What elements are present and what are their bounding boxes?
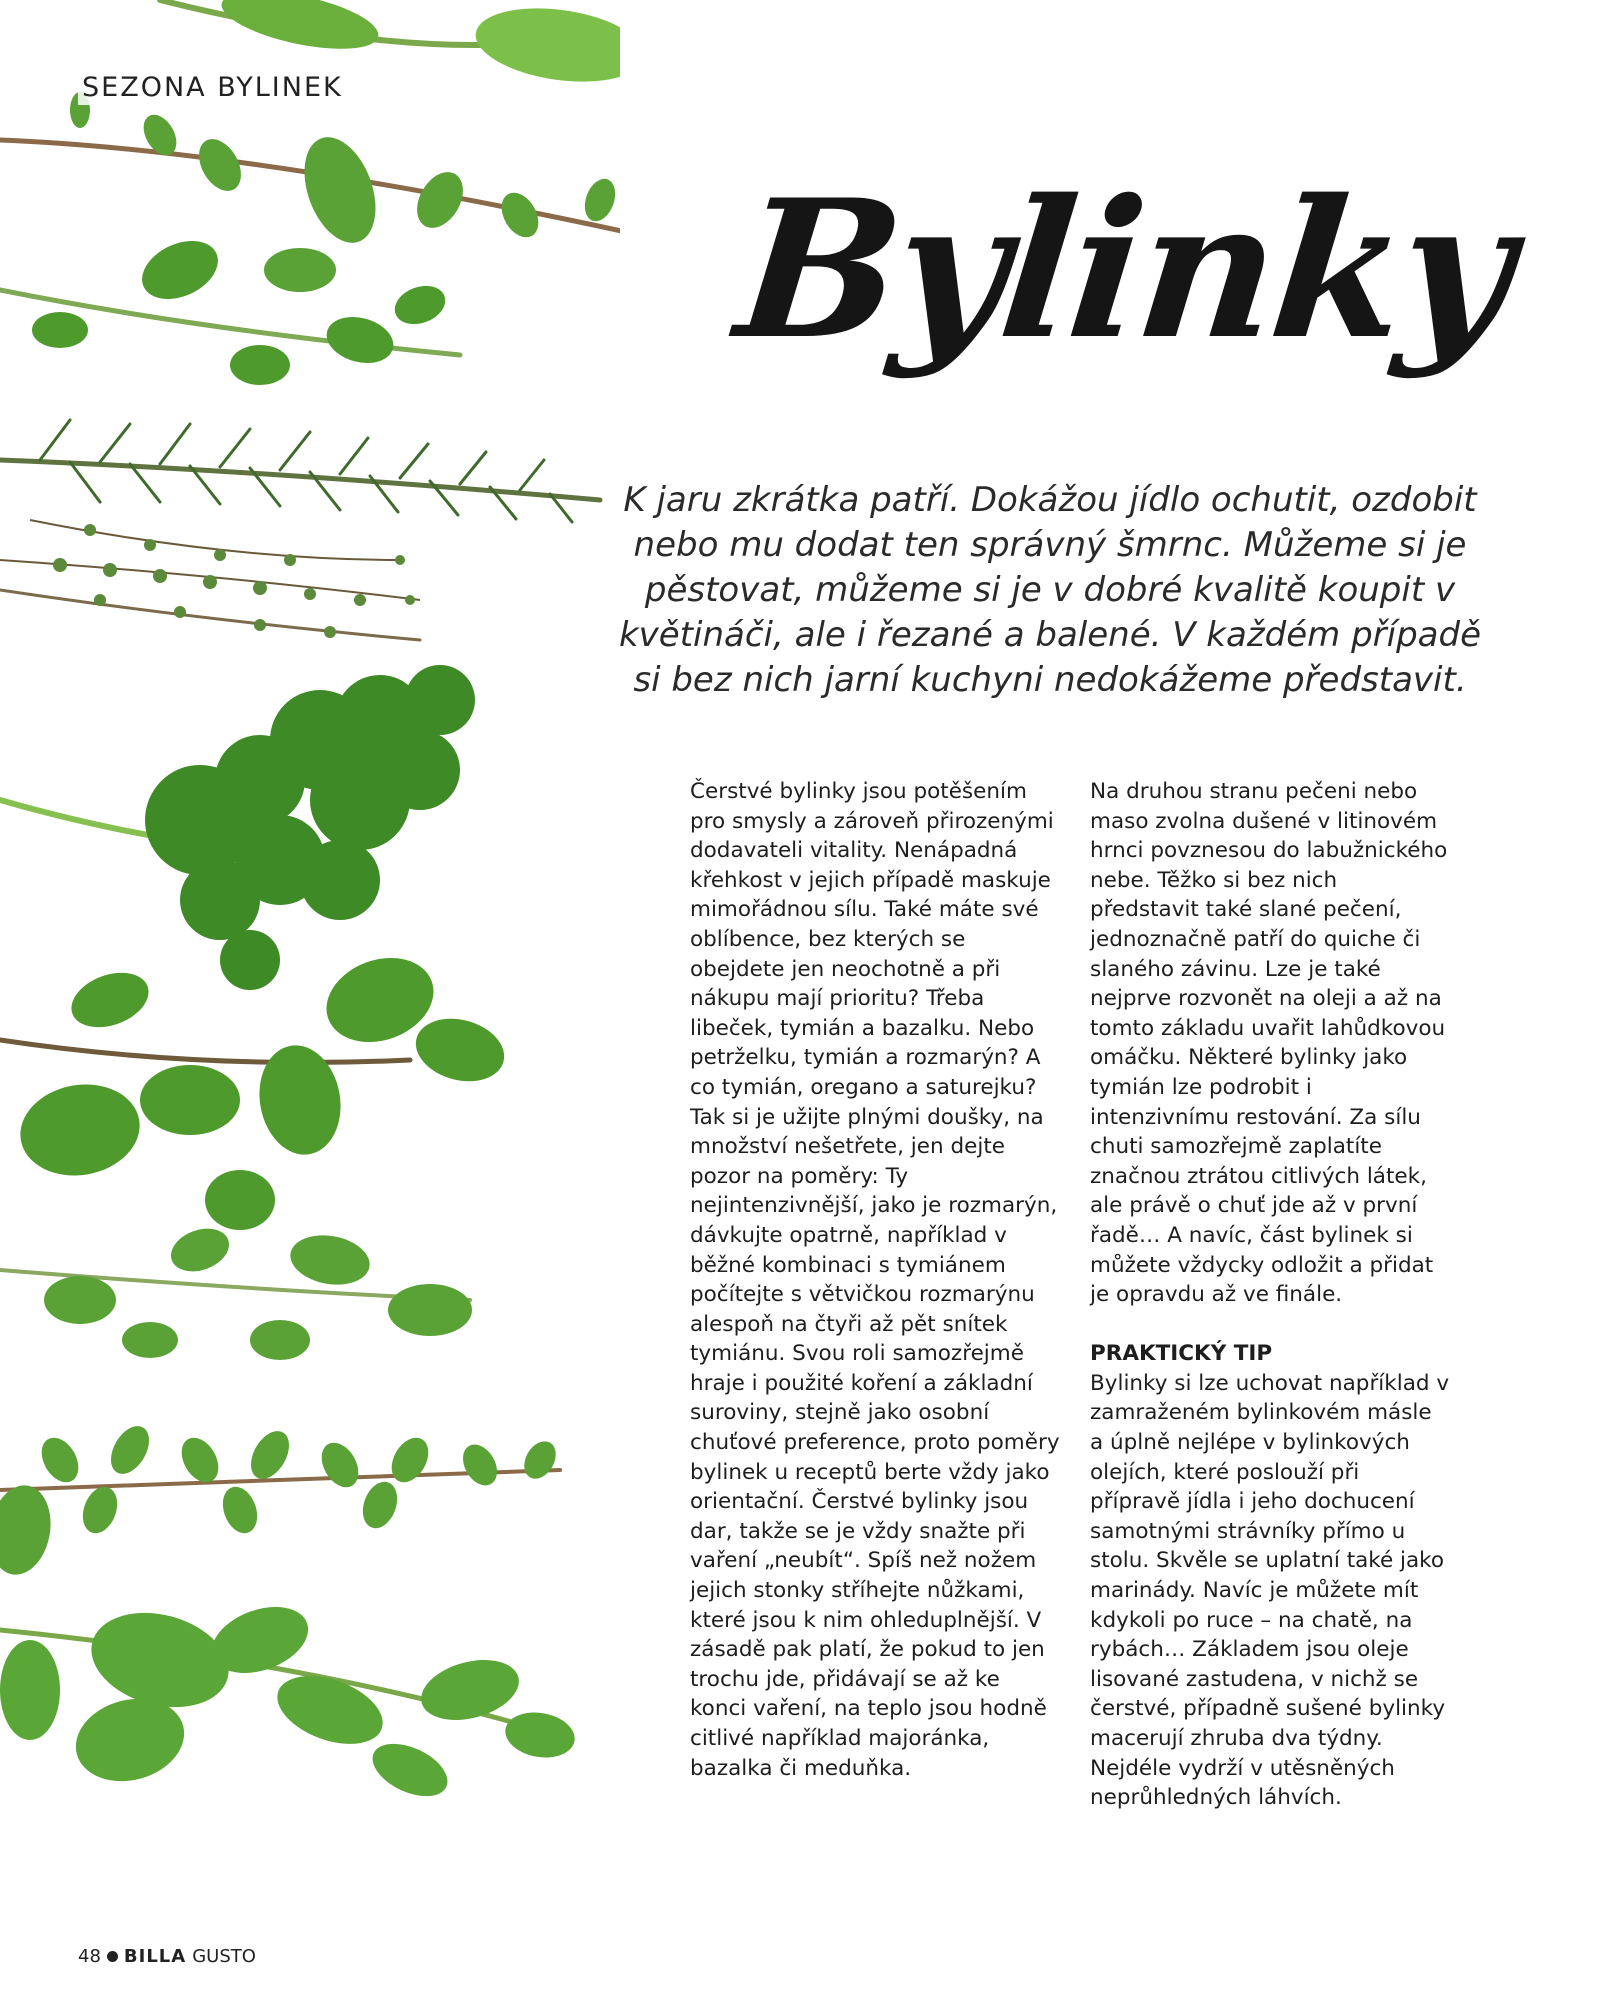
mint-leaves-3: [0, 1595, 578, 1807]
rosemary-needles: [40, 420, 572, 522]
intro-paragraph: K jaru zkrátka patří. Dokážou jídlo ochutit, ozdobit nebo mu dodat ten správný šmrnc. Můžeme si je pěstovat, můžeme si je v dobré kvalitě koupit v květináči, ale i řezané a balené. V každém případě si bez nich jarní kuchyni nedokážeme představit.: [618, 480, 1482, 700]
magazine-name: GUSTO: [192, 1946, 256, 1967]
page-number: 48: [78, 1946, 101, 1967]
section-label: SEZONA BYLINEK: [78, 70, 347, 105]
rosemary-stem: [0, 460, 600, 500]
mint-stem-2: [0, 1040, 410, 1063]
column-1-text: Čerstvé bylinky jsou potěšením pro smysly a zároveň přirozenými dodavateli vitality. Nenápadná křehkost v jejich případě maskuje mimořádnou sílu. Také máte své oblíbence, bez kterých se obejdete jen neochotně a při nákupu mají prioritu? Třeba libeček, tymián a bazalku. Nebo petrželku, tymián a rozmarýn? A co tymián, oregano a saturejku? Tak si je užijte plnými doušky, na množství nešetřete, jen dejte pozor na poměry: Ty nejintenzivnější, jako je rozmarýn, dávkujte opatrně, například v běžné kombinaci s tymiánem počítejte s větvičkou rozmarýnu alespoň na čtyři až pět snítek tymiánu. Svou roli samozřejmě hraje i použité koření a základní suroviny, stejně jako osobní chuťové preference, proto poměry bylinek u receptů berte vždy jako orientační. Čerstvé bylinky jsou dar, takže se je vždy snažte při vaření „neubít“. Spíš než nožem jejich stonky stříhejte nůžkami, které jsou k nim ohleduplnější. V zásadě pak platí, že pokud to jen trochu jde, přidávají se až ke konci vaření, na teplo jsou hodně citlivé například majoránka, bazalka či meduňka.: [690, 779, 1060, 1781]
bullet-dot: [107, 1951, 118, 1962]
parsley-leaves: [145, 665, 475, 990]
article-column-2: [1090, 777, 1450, 1813]
article-column-1: [690, 777, 1060, 1783]
thyme-sprigs: [0, 520, 420, 638]
tip-text: Bylinky si lze uchovat například v zamraženém bylinkovém másle a úplně nejlépe v bylinkových olejích, které poslouží při přípravě jídla i jeho dochucení samotnými strávníky přímo u stolu. Skvěle se uplatní také jako marinády. Navíc je můžete mít kdykoli po ruce – na chatě, na rybách… Základem jsou oleje lisované zastudena, v nichž se čerstvé, případně sušené bylinky macerují zhruba dva týdny. Nejdéle vydrží v utěsněných neprůhledných láhvích.: [1090, 1370, 1450, 1811]
oregano-leaves-3: [0, 1419, 562, 1579]
page-footer: [78, 1946, 256, 1967]
tip-heading: PRAKTICKÝ TIP: [1090, 1341, 1273, 1367]
page-title: Bylinky: [728, 158, 1520, 381]
column-2-text: Na druhou stranu pečeni nebo maso zvolna dušené v litinovém hrnci povznesou do labužnického nebe. Těžko si bez nich představit také slané pečení, jednoznačně patří do quiche či slaného závinu. Lze je také nejprve rozvonět na oleji a až na tomto základu uvařit lahůdkovou omáčku. Některé bylinky jako tymián lze podrobit i intenzivnímu restování. Za sílu chuti samozřejmě zaplatíte značnou ztrátou citlivých látek, ale právě o chuť jde až v první řadě… A navíc, část bylinek si můžete vždycky odložit a přidat je opravdu až ve finále.: [1090, 779, 1448, 1308]
herbs-illustration: [0, 0, 620, 1900]
brand-name: BILLA: [123, 1946, 187, 1967]
